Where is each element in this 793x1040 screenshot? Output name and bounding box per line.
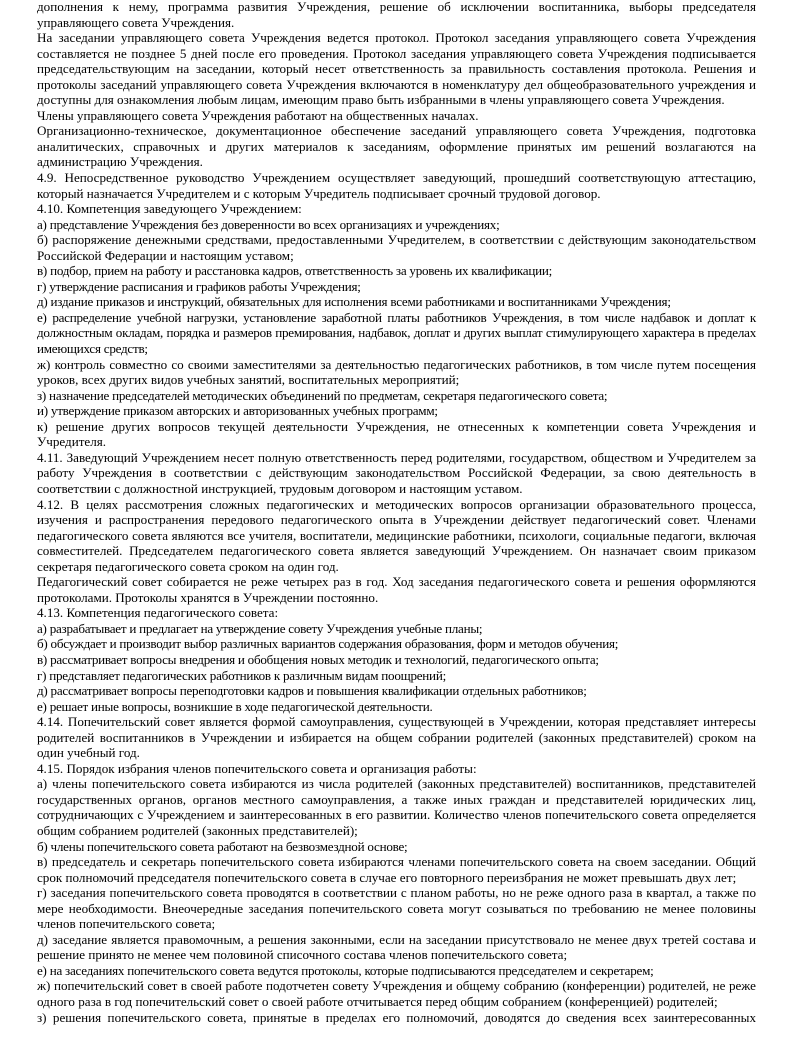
list-item-4-10-zh: ж) контроль совместно со своими заместителями за деятельностью педагогических работников, в том числе путем посещения уроков, всех других видов учебных занятий, воспитательных мероприятий; bbox=[37, 356, 756, 388]
paragraph-4-14: 4.14. Попечительский совет является формой самоуправления, существующей в Учреждении, которая представляет интересы родителей воспитанников в Учреждении и избирается на общем собрании родителей (законных представителей) сроком на один учебный год. bbox=[37, 714, 756, 761]
list-item-4-10-g: г) утверждение расписания и графиков работы Учреждения; bbox=[37, 278, 361, 294]
list-item-4-15-a: а) члены попечительского совета избираются из числа родителей (законных представителей) воспитанников, представителей государственных органов, органов местного самоуправления, а также иных граждан и представителей юридических лиц, сотрудничающих с Учреждением и заинтересованных в его развитии. Количество членов попечительского совета определяется общим собранием родителей (законных представителей); bbox=[37, 776, 756, 838]
list-item-4-15-d: д) заседание является правомочным, а решения законными, если на заседании присутствовало не менее двух третей состава и решение принято не менее чем половиной списочного состава членов попечительского совета; bbox=[37, 931, 756, 963]
paragraph-4-13-heading: 4.13. Компетенция педагогического совета: bbox=[37, 605, 279, 621]
list-item-4-15-b: б) члены попечительского совета работают на безвозмездной основе; bbox=[37, 838, 408, 854]
list-item-4-10-z: з) назначение председателей методических объединений по предметам, секретаря педагогического совета; bbox=[37, 387, 608, 403]
list-item-4-10-e: е) распределение учебной нагрузки, установление заработной платы работников Учреждения, в том числе надбавок и доплат к должностным окладам, порядка и размеров премирования, надбавок, доплат и других выплат стимулирующего характера в пределах имеющихся средств; bbox=[37, 309, 756, 357]
paragraph-board-volunteer: Члены управляющего совета Учреждения работают на общественных началах. bbox=[37, 107, 479, 123]
list-item-4-13-d: д) рассматривает вопросы переподготовки кадров и повышения квалификации отдельных работников; bbox=[37, 683, 587, 699]
paragraph-board-powers-end: дополнения к нему, программа развития Учреждения, решение об исключении воспитанника, выборы председателя управляющего совета Учреждения. bbox=[37, 0, 756, 30]
list-item-4-10-v: в) подбор, прием на работу и расстановка кадров, ответственность за уровень их квалификации; bbox=[37, 263, 553, 279]
list-item-4-15-z: з) решения попечительского совета, принятые в пределах его полномочий, доводятся до сведения всех заинтересованных bbox=[37, 1009, 756, 1025]
list-item-4-10-d: д) издание приказов и инструкций, обязательных для исполнения всеми работниками и воспитанниками Учреждения; bbox=[37, 294, 671, 310]
list-item-4-15-g: г) заседания попечительского совета проводятся в соответствии с планом работы, но не реже одного раза в квартал, а также по мере необходимости. Внеочередные заседания попечительского совета могут созываться по требованию не менее половины членов попечительского совета; bbox=[37, 885, 756, 932]
paragraph-ped-council-meetings: Педагогический совет собирается не реже четырех раз в год. Ход заседания педагогического совета и решения оформляются протоколами. Протоколы хранятся в Учреждении постоянно. bbox=[37, 574, 756, 605]
list-item-4-10-k: к) решение других вопросов текущей деятельности Учреждения, не отнесенных к компетенции совета Учреждения и Учредителя. bbox=[37, 418, 756, 450]
list-item-4-15-zh: ж) попечительский совет в своей работе подотчетен совету Учреждения и общему собранию (конференции) родителей, не реже одного раза в год попечительский совет о своей работе отчитывается перед общим собранием (конференцией) родителей; bbox=[37, 978, 756, 1009]
paragraph-4-11: 4.11. Заведующий Учреждением несет полную ответственность перед родителями, государством, обществом и Учредителем за работу Учреждения в соответствии с действующим законодательством Российской Федерации, за свою деятельность в соответствии с должностной инструкцией, трудовым договором и настоящим уставом. bbox=[37, 449, 756, 496]
list-item-4-13-g: г) представляет педагогических работников к различным видам поощрений; bbox=[37, 667, 446, 683]
list-item-4-13-a: а) разрабатывает и предлагает на утверждение совету Учреждения учебные планы; bbox=[37, 620, 483, 636]
list-item-4-10-a: а) представление Учреждения без доверенности во всех организациях и учреждениях; bbox=[37, 216, 500, 232]
paragraph-4-9: 4.9. Непосредственное руководство Учреждением осуществляет заведующий, прошедший соответствующую аттестацию, который назначается Учредителем и с которым Учредитель подписывает срочный трудовой договор. bbox=[37, 170, 756, 201]
list-item-4-10-b: б) распоряжение денежными средствами, предоставленными Учредителем, в соответствии с действующим законодательством Российской Федерации и настоящим уставом; bbox=[37, 232, 756, 263]
paragraph-board-protocol: На заседании управляющего совета Учреждения ведется протокол. Протокол заседания управляющего совета Учреждения составляется не позднее 5 дней после его проведения. Протокол заседания управляющего совета Учреждения подписывается председательствующим на заседании, который несет ответственность за правильность составления протокола. Решения и протоколы заседаний управляющего совета Учреждения включаются в номенклатуру дел общеобразовательного учреждения и доступны для ознакомления любым лицам, имеющим право быть избранными в члены управляющего совета Учреждения. bbox=[37, 30, 756, 108]
paragraph-4-12: 4.12. В целях рассмотрения сложных педагогических и методических вопросов организации образовательного процесса, изучения и распространения передового педагогического опыта в Учреждении действует педагогический совет. Членами педагогического совета являются все учителя, воспитатели, медицинские работники, психологи, социальные педагоги, включая совместителей. Председателем педагогического совета является заведующий Учреждением. Он назначает своим приказом секретаря педагогического совета сроком на один год. bbox=[37, 496, 756, 574]
list-item-4-15-v: в) председатель и секретарь попечительского совета избираются членами попечительского совета на своем заседании. Общий срок полномочий председателя попечительского совета в случае его повторного переизбрания не может превышать двух лет; bbox=[37, 854, 756, 885]
paragraph-4-15-heading: 4.15. Порядок избрания членов попечительского совета и организация работы: bbox=[37, 760, 477, 776]
paragraph-4-10-heading: 4.10. Компетенция заведующего Учреждением: bbox=[37, 201, 302, 217]
document-page bbox=[37, 0, 756, 1025]
list-item-4-15-e: е) на заседаниях попечительского совета ведутся протоколы, которые подписываются председателем и секретарем; bbox=[37, 962, 654, 978]
list-item-4-10-i: и) утверждение приказом авторских и авторизованных учебных программ; bbox=[37, 403, 438, 419]
list-item-4-13-b: б) обсуждает и производит выбор различных вариантов содержания образования, форм и методов обучения; bbox=[37, 636, 619, 652]
list-item-4-13-e: е) решает иные вопросы, возникшие в ходе педагогической деятельности. bbox=[37, 698, 433, 714]
list-item-4-13-v: в) рассматривает вопросы внедрения и обобщения новых методик и технологий, педагогического опыта; bbox=[37, 651, 599, 667]
paragraph-board-support: Организационно-техническое, документационное обеспечение заседаний управляющего совета Учреждения, подготовка аналитических, справочных и других материалов к заседаниям, оформление принятых им решений возлагаются на администрацию Учреждения. bbox=[37, 123, 756, 170]
